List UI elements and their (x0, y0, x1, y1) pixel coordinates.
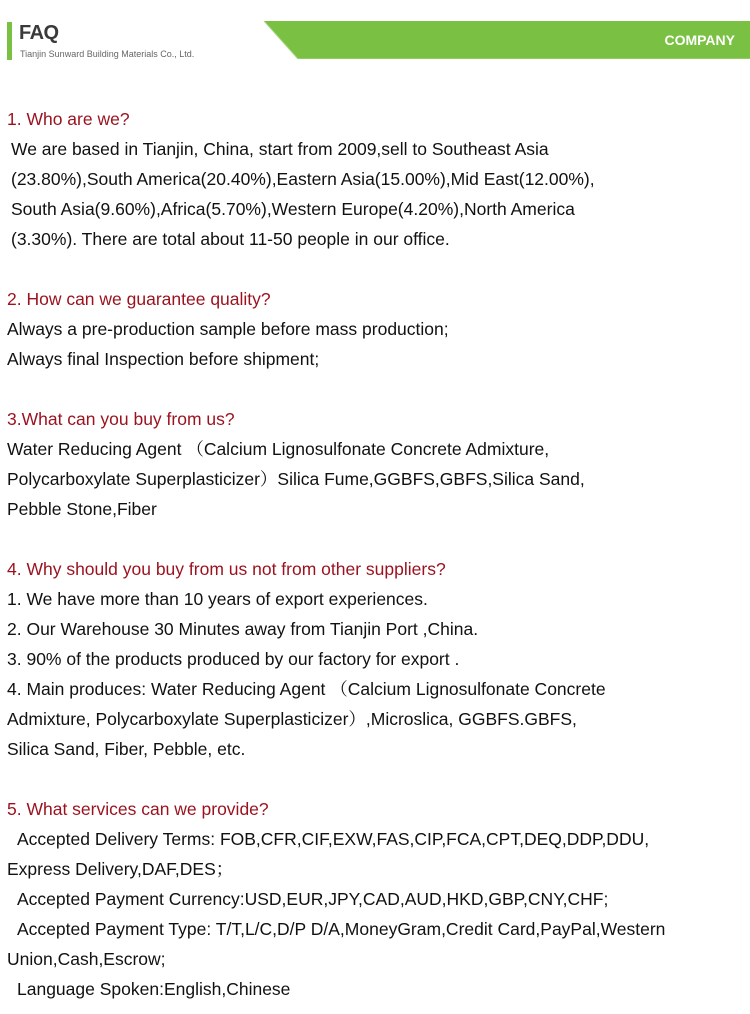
faq-answer-line: Accepted Payment Currency:USD,EUR,JPY,CAD,AUD,HKD,GBP,CNY,CHF; (17, 889, 609, 909)
faq-answer-line: 1. We have more than 10 years of export experiences. (7, 589, 428, 609)
faq-answer-line: 2. Our Warehouse 30 Minutes away from Tianjin Port ,China. (7, 619, 479, 639)
faq-question: 3.What can you buy from us? (7, 409, 235, 429)
faq-question: 2. How can we guarantee quality? (7, 289, 271, 309)
section-spacer (0, 374, 750, 404)
faq-answer-line: Accepted Payment Type: T/T,L/C,D/P D/A,MoneyGram,Credit Card,PayPal,Western (17, 919, 666, 939)
header-accent-bar (7, 22, 12, 60)
faq-answer-line: Polycarboxylate Superplasticizer）Silica Fume,GGBFS,GBFS,Silica Sand, (7, 469, 585, 489)
page-title: FAQ (19, 22, 59, 44)
faq-question: 1. Who are we? (7, 109, 130, 129)
faq-content (0, 104, 750, 1004)
section-spacer (0, 524, 750, 554)
faq-answer-line: 4. Main produces: Water Reducing Agent （Calcium Lignosulfonate Concrete (7, 679, 606, 699)
faq-answer-line: Admixture, Polycarboxylate Superplasticizer）,Microslica, GGBFS.GBFS, (7, 709, 577, 729)
company-banner (264, 21, 750, 59)
faq-question: 5. What services can we provide? (7, 799, 269, 819)
faq-answer-line: 3. 90% of the products produced by our factory for export . (7, 649, 460, 669)
company-name: Tianjin Sunward Building Materials Co., Ltd. (20, 49, 195, 59)
faq-question: 4. Why should you buy from us not from other suppliers? (7, 559, 446, 579)
section-spacer (0, 764, 750, 794)
section-spacer (0, 254, 750, 284)
faq-answer-line: (23.80%),South America(20.40%),Eastern Asia(15.00%),Mid East(12.00%), (11, 169, 595, 189)
faq-answer-line: Accepted Delivery Terms: FOB,CFR,CIF,EXW,FAS,CIP,FCA,CPT,DEQ,DDP,DDU, (17, 829, 650, 849)
faq-answer-line: (3.30%). There are total about 11-50 people in our office. (11, 229, 450, 249)
faq-answer-line: We are based in Tianjin, China, start from 2009,sell to Southeast Asia (11, 139, 549, 159)
faq-answer-line: Silica Sand, Fiber, Pebble, etc. (7, 739, 246, 759)
faq-answer-line: Water Reducing Agent （Calcium Lignosulfonate Concrete Admixture, (7, 439, 550, 459)
faq-answer-line: Always final Inspection before shipment; (7, 349, 320, 369)
faq-answer-line: South Asia(9.60%),Africa(5.70%),Western Europe(4.20%),North America (11, 199, 575, 219)
page-header (0, 0, 750, 64)
faq-answer-line: Union,Cash,Escrow; (7, 949, 166, 969)
faq-answer-line: Always a pre-production sample before mass production; (7, 319, 449, 339)
faq-answer-line: Language Spoken:English,Chinese (17, 979, 291, 999)
banner-label: COMPANY (664, 32, 735, 48)
faq-answer-line: Pebble Stone,Fiber (7, 499, 157, 519)
faq-answer-line: Express Delivery,DAF,DES； (7, 859, 234, 879)
